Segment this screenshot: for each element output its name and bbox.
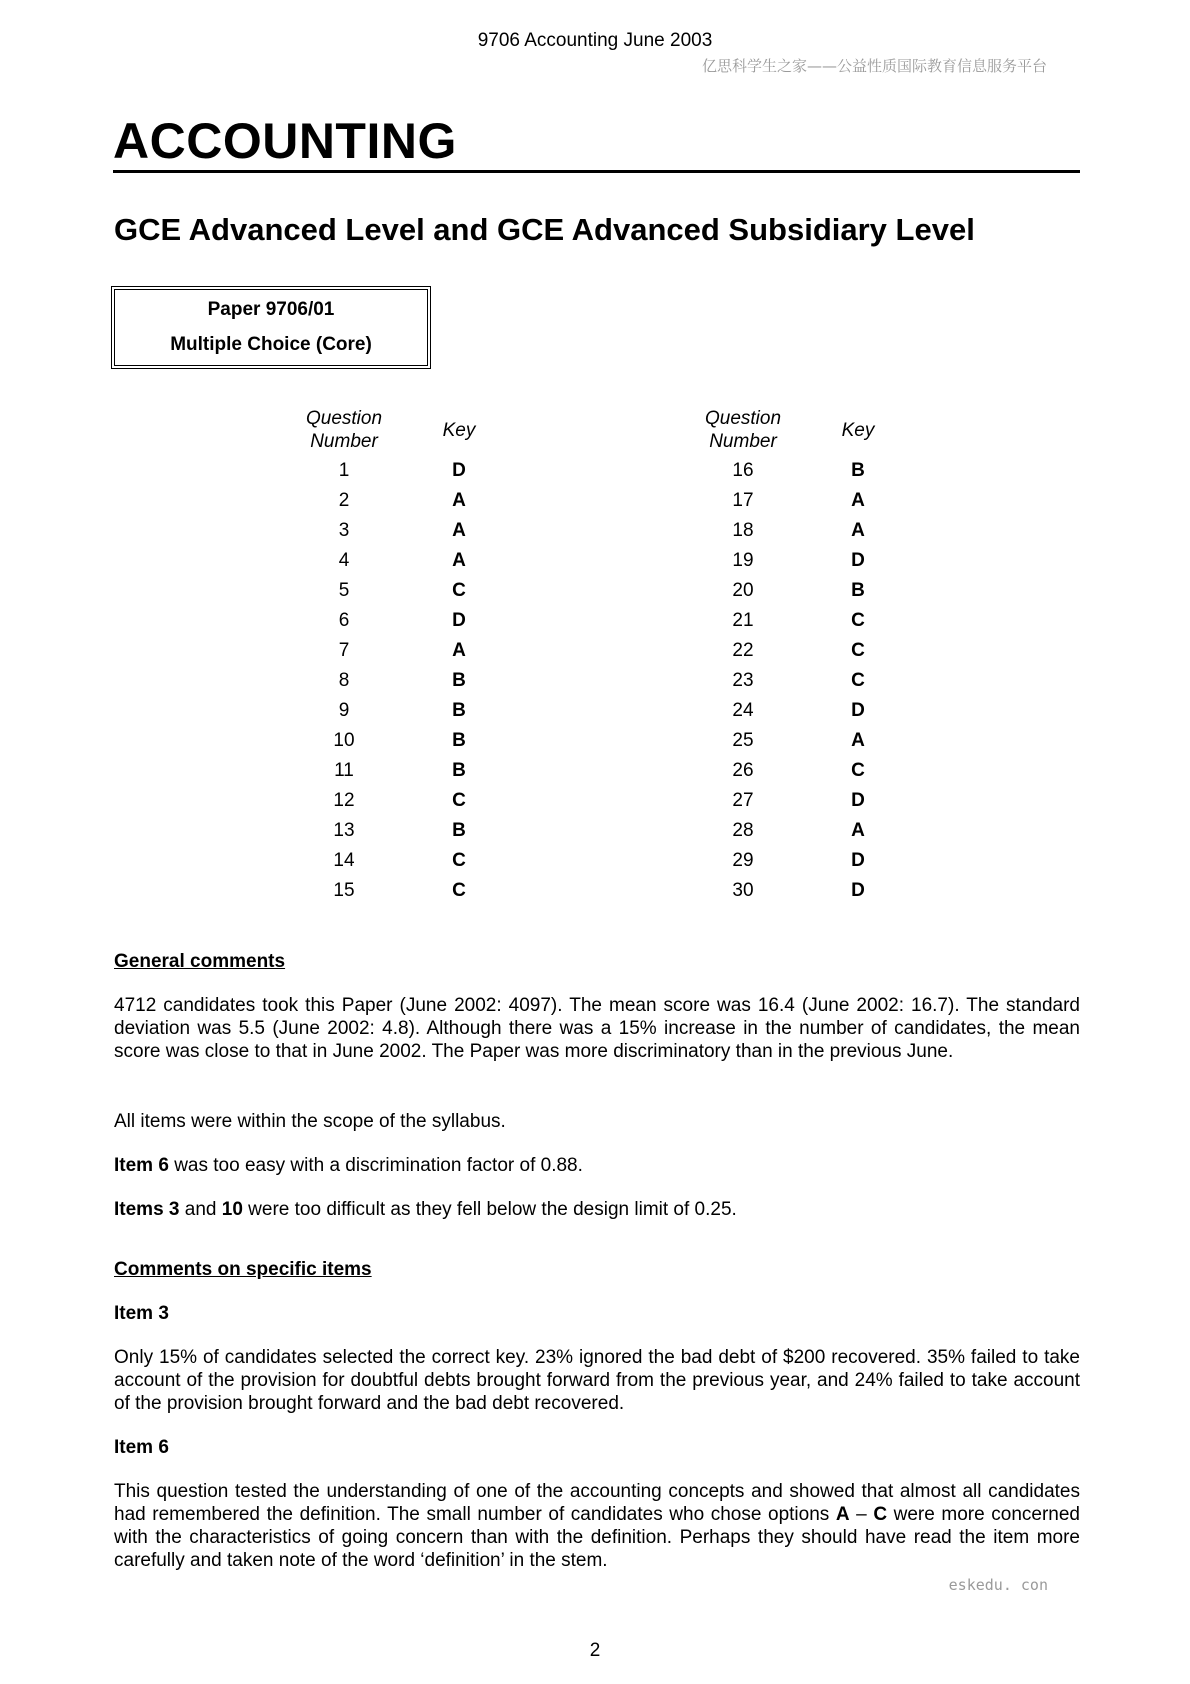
note-text: was too easy with a discrimination factor of 0.88. [168,1155,583,1176]
question-number: 26 [732,760,754,781]
answer-key: C [452,850,466,871]
answer-key: B [452,670,466,691]
question-number: 9 [338,700,350,721]
page-title: ACCOUNTING [113,113,457,169]
paragraph-text: This question tested the understanding of one of the accounting concepts and showed that almost all candidates had remembered the definition. The small number of candidates who chose options [114,1481,1080,1525]
question-number: 19 [732,550,754,571]
question-number: 30 [732,880,754,901]
question-number: 22 [732,640,754,661]
watermark-bottom: eskedu. con [948,1576,1048,1594]
header-line: Question [305,408,383,429]
question-number: 20 [732,580,754,601]
paper-code: Paper 9706/01 [207,299,335,320]
left-key-column [419,404,499,906]
answer-key: C [452,880,466,901]
answer-key: A [452,520,466,541]
question-number: 18 [732,520,754,541]
question-number: 15 [333,880,355,901]
answer-key: D [851,790,865,811]
answer-key: D [452,460,466,481]
answer-key: A [851,490,865,511]
right-question-column [683,404,803,906]
paragraph-text: were more concerned with the characteristics of going concern than with the definition. Perhaps they should have read the item more carefully and taken note of the word ‘definition’ in the stem. [114,1504,1081,1571]
option-ref: C [873,1504,888,1525]
answer-key: A [452,640,466,661]
item-ref: Items 3 [114,1199,180,1220]
question-number-header [683,404,803,456]
right-key-column [818,404,898,906]
paper-box [111,286,431,369]
answer-key: C [452,580,466,601]
answer-key: B [851,580,865,601]
key-header: Key [841,419,875,441]
answer-key: D [851,880,865,901]
page-number: 2 [589,1640,601,1661]
header-line: Question [704,408,782,429]
question-number: 6 [338,610,350,631]
question-number: 14 [333,850,355,871]
question-number: 21 [732,610,754,631]
item6-note [114,1154,1080,1177]
question-number: 3 [338,520,350,541]
answer-key: A [452,550,466,571]
option-ref: A [835,1504,850,1525]
answer-key: D [851,700,865,721]
paper-type: Multiple Choice (Core) [170,334,372,355]
question-number: 29 [732,850,754,871]
header-line: Number [310,431,378,452]
left-question-column [284,404,404,906]
specific-comments-heading: Comments on specific items [114,1259,372,1280]
question-number: 17 [732,490,754,511]
question-number: 8 [338,670,350,691]
answer-key: B [452,820,466,841]
watermark-top: 亿思科学生之家——公益性质国际教育信息服务平台 [701,57,1047,75]
answer-key: D [851,550,865,571]
answer-key: A [851,520,865,541]
question-number: 13 [333,820,355,841]
answer-key: A [851,730,865,751]
answer-key: B [452,700,466,721]
answer-key: D [452,610,466,631]
question-number: 2 [338,490,350,511]
subtitle: GCE Advanced Level and GCE Advanced Subsidiary Level [114,212,975,247]
item-ref: Item 6 [114,1155,169,1176]
scope-paragraph: All items were within the scope of the syllabus. [114,1111,506,1132]
question-number: 27 [732,790,754,811]
answer-key: C [851,760,865,781]
question-number: 23 [732,670,754,691]
paragraph-text: – [849,1504,874,1525]
key-header: Key [442,419,476,441]
question-number: 24 [732,700,754,721]
answer-key: B [851,460,865,481]
answer-key: B [452,760,466,781]
question-number: 7 [338,640,350,661]
general-comments-heading: General comments [114,951,286,972]
item3-heading: Item 3 [114,1303,169,1324]
question-number: 12 [333,790,355,811]
item-ref: 10 [221,1199,243,1220]
title-rule [113,170,1080,173]
answer-key: C [851,610,865,631]
question-number: 11 [334,760,354,781]
answer-key: B [452,730,466,751]
question-number: 25 [732,730,754,751]
running-header: 9706 Accounting June 2003 [477,30,713,51]
general-comments-paragraph: 4712 candidates took this Paper (June 2002: 4097). The mean score was 16.4 (June 2002: 16.7). The standard deviation was 5.5 (June 2002: 4.8). Although there was a 15% increase in the number of candidates, the mean score was close to that in June 2002. The Paper was more discriminatory than in the previous June. [114,995,1080,1062]
question-number-header [284,404,404,456]
answer-key: C [851,640,865,661]
answer-key: D [851,850,865,871]
items-difficult-note [114,1198,1080,1221]
answer-key: C [851,670,865,691]
item6-paragraph [114,1480,1080,1572]
question-number: 10 [333,730,355,751]
item6-heading: Item 6 [114,1437,169,1458]
note-text: and [179,1199,222,1220]
answer-key: A [851,820,865,841]
question-number: 1 [338,460,350,481]
header-line: Number [709,431,777,452]
question-number: 28 [732,820,754,841]
note-text: were too difficult as they fell below the design limit of 0.25. [242,1199,737,1220]
question-number: 16 [732,460,754,481]
question-number: 5 [338,580,350,601]
question-number: 4 [338,550,350,571]
answer-key: A [452,490,466,511]
item3-paragraph: Only 15% of candidates selected the correct key. 23% ignored the bad debt of $200 recovered. 35% failed to take account of the provision for doubtful debts brought forward from the previous year, and 24% failed to take account of the provision brought forward and the bad debt recovered. [114,1347,1080,1414]
answer-key: C [452,790,466,811]
